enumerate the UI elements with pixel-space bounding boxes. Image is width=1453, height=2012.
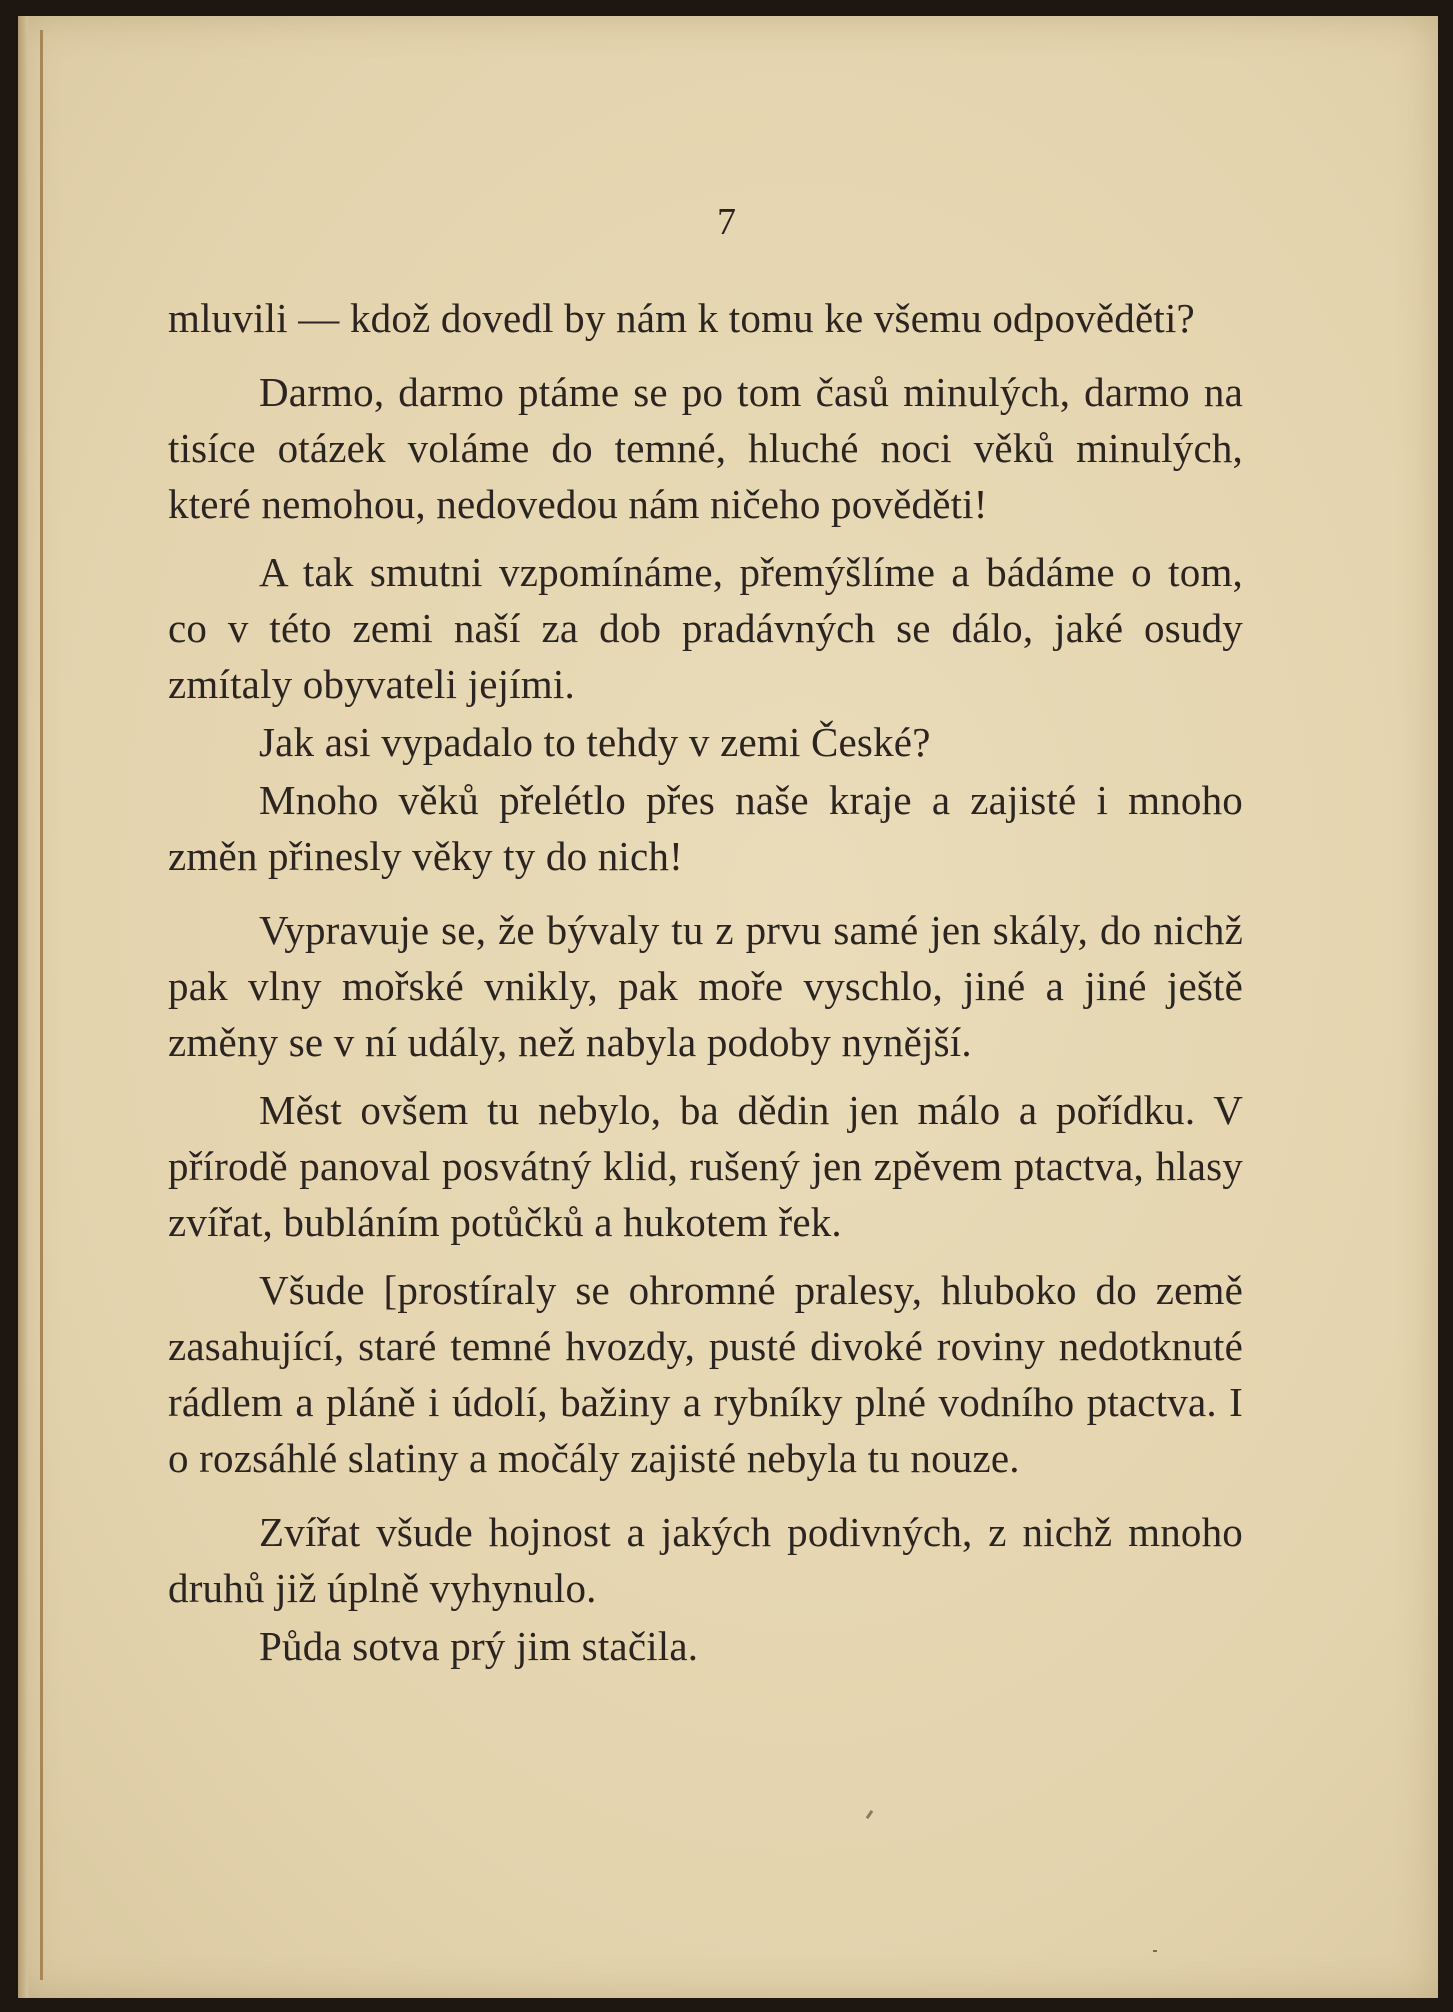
paragraph-jak-asi: Jak asi vypadalo to tehdy v zemi České?	[259, 719, 931, 765]
paragraph-mnoho-veku: Mnoho věků přelétlo přes naše kraje a zajisté i mnoho změn přinesly věky ty do nich!	[168, 777, 1243, 879]
ink-dot	[1153, 1950, 1157, 1952]
paragraph-continuation: mluvili — kdož dovedl by nám k tomu ke všemu odpověděti?	[168, 295, 1195, 341]
paragraph-vzpominame: A tak smutni vzpomínáme, přemýšlíme a bádáme o tom, co v této zemi naší za dob pradávných se dálo, jaké osudy zmítaly obyvateli jejími.	[168, 549, 1243, 707]
paragraph-puda: Půda sotva prý jim stačila.	[259, 1623, 699, 1669]
paragraph-vypravuje: Vypravuje se, že bývaly tu z prvu samé jen skály, do nichž pak vlny mořské vnikly, pak moře vyschlo, jiné a jiné ještě změny se v ní udály, než nabyla podoby nynější.	[168, 907, 1243, 1065]
binding-rule	[40, 30, 43, 1980]
paragraph-darmo: Darmo, darmo ptáme se po tom časů minulých, darmo na tisíce otázek voláme do temné, hluché noci věků minulých, které nemohou, nedovedou nám ničeho pověděti!	[168, 369, 1243, 527]
page-binding-edge	[18, 16, 28, 1998]
page-number: 7	[717, 201, 736, 243]
paragraph-mest: Měst ovšem tu nebylo, ba dědin jen málo a pořídku. V přírodě panoval posvátný klid, rušený jen zpěvem ptactva, hlasy zvířat, bubláním potůčků a hukotem řek.	[168, 1087, 1243, 1245]
body-text	[168, 290, 1243, 1674]
paragraph-zvirat: Zvířat všude hojnost a jakých podivných, z nichž mnoho druhů již úplně vyhynulo.	[168, 1509, 1243, 1611]
paragraph-vsude: Všude [prostíraly se ohromné pralesy, hluboko do země zasahující, staré temné hvozdy, pusté divoké roviny nedotknuté rádlem a pláně i údolí, bažiny a rybníky plné vodního ptactva. I o rozsáhlé slatiny a močály zajisté nebyla tu nouze.	[168, 1267, 1243, 1481]
